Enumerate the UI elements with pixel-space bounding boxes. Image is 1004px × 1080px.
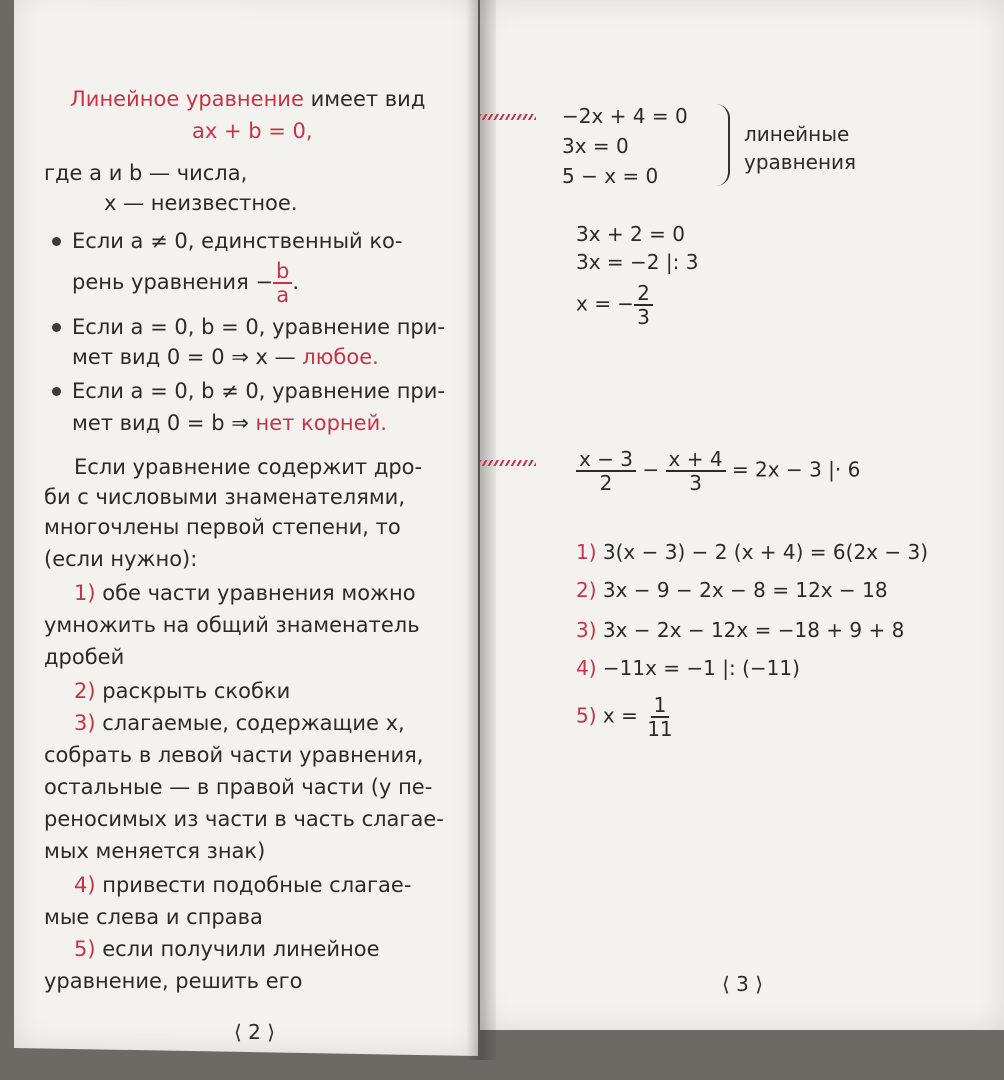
solution-step-4-number: 4) xyxy=(576,656,597,680)
solution-step-5-pre: x = xyxy=(602,703,638,728)
step-3-line-2: собрать в левой части уравнения, xyxy=(44,743,424,767)
where-line-1: где a и b — числа, xyxy=(44,161,248,185)
definition-rest: имеет вид xyxy=(310,87,426,111)
fraction-denominator: a xyxy=(276,283,290,307)
solution-step-1 xyxy=(576,540,928,564)
open-book xyxy=(14,0,1004,1080)
step-4-line-1 xyxy=(74,872,411,898)
solution-step-3 xyxy=(576,618,904,642)
bullet-2-line-2 xyxy=(72,344,379,370)
fraction-two-thirds xyxy=(634,282,653,328)
step-3-line-4: реносимых из части в часть слагае- xyxy=(44,807,444,831)
solution-step-1-text: 3(x − 3) − 2 (x + 4) = 6(2x − 3) xyxy=(602,540,929,564)
right-page xyxy=(480,0,1004,1030)
bullet-1-line-1: Если a ≠ 0, единственный ко- xyxy=(72,229,403,253)
bullet-3-accent: нет корней. xyxy=(255,411,387,435)
example-2-line-3 xyxy=(576,282,653,328)
example-1-eq-2: 3x = 0 xyxy=(562,134,629,158)
fraction-b-over-a xyxy=(273,260,292,306)
paragraph-line-4: (если нужно): xyxy=(44,547,198,571)
page-number-right: ⟨ 3 ⟩ xyxy=(722,972,764,996)
bullet-1-text: рень уравнения − xyxy=(72,270,273,294)
example-1-label-2: уравнения xyxy=(744,150,857,174)
example-2-x-equals: x = − xyxy=(576,291,635,316)
paragraph-line-2: би с числовыми знаменателями, xyxy=(44,485,405,509)
fraction-x-plus-4-over-3 xyxy=(666,448,726,494)
example-3-rest: = 2x − 3 |· 6 xyxy=(731,457,861,482)
fraction-denominator: 11 xyxy=(647,717,673,741)
bullet-1-end: . xyxy=(292,270,299,294)
step-2-text: раскрыть скобки xyxy=(102,679,291,703)
step-4-text: привести подобные слагае- xyxy=(102,873,412,897)
example-1-eq-1: −2x + 4 = 0 xyxy=(562,104,688,128)
step-1-line-1 xyxy=(74,580,416,606)
where-line-2: x — неизвестное. xyxy=(104,191,298,215)
example-2-line-1: 3x + 2 = 0 xyxy=(576,222,685,246)
example-1-label-1: линейные xyxy=(744,122,850,146)
step-1-line-3: дробей xyxy=(44,645,125,669)
example-3-equation xyxy=(576,448,860,494)
bullet-3-text: мет вид 0 = b ⇒ xyxy=(72,411,249,435)
step-4-number: 4) xyxy=(74,873,96,897)
book-gutter xyxy=(466,0,496,1060)
connector-hatch-2 xyxy=(480,460,536,466)
step-2-line-1 xyxy=(74,678,290,704)
step-1-line-2: умножить на общий знаменатель xyxy=(44,613,420,637)
connector-hatch-1 xyxy=(480,114,536,120)
fraction-numerator: 1 xyxy=(651,694,670,718)
paragraph-line-3: многочлены первой степени, то xyxy=(44,515,401,539)
grouping-brace xyxy=(714,104,730,186)
definition-line xyxy=(70,86,425,112)
fraction-denominator: 3 xyxy=(689,471,702,495)
fraction-numerator: 2 xyxy=(634,282,653,306)
bullet-2-line-1: Если a = 0, b = 0, уравнение при- xyxy=(72,315,445,339)
solution-step-2 xyxy=(576,578,888,602)
minus-sign: − xyxy=(642,457,660,482)
solution-step-2-text: 3x − 9 − 2x − 8 = 12x − 18 xyxy=(602,578,888,602)
solution-step-5-number: 5) xyxy=(576,703,597,728)
fraction-one-eleventh xyxy=(644,694,675,740)
step-5-number: 5) xyxy=(74,937,96,961)
step-3-text: слагаемые, содержащие x, xyxy=(102,711,405,735)
step-5-line-2: уравнение, решить его xyxy=(44,969,303,993)
solution-step-4-text: −11x = −1 |: (−11) xyxy=(602,656,800,680)
solution-step-2-number: 2) xyxy=(576,578,597,602)
fraction-denominator: 2 xyxy=(599,471,613,495)
step-1-text: обе части уравнения можно xyxy=(102,581,416,605)
step-5-text: если получили линейное xyxy=(102,937,380,961)
page-number-left: ⟨ 2 ⟩ xyxy=(234,1020,276,1044)
fraction-numerator: b xyxy=(273,260,292,284)
bullet-2-text: мет вид 0 = 0 ⇒ x — xyxy=(72,345,296,369)
paragraph-line-1: Если уравнение содержит дро- xyxy=(74,455,423,479)
bullet-3-line-2 xyxy=(72,410,387,436)
definition-term: Линейное уравнение xyxy=(70,87,304,111)
fraction-denominator: 3 xyxy=(637,305,650,329)
fraction-numerator: x − 3 xyxy=(576,448,636,472)
step-2-number: 2) xyxy=(74,679,96,703)
bullet-1-line-2 xyxy=(72,260,299,306)
example-2-line-2: 3x = −2 |: 3 xyxy=(576,250,699,274)
step-3-line-5: мых меняется знак) xyxy=(44,839,266,863)
step-3-line-1 xyxy=(74,710,405,736)
step-5-line-1 xyxy=(74,936,380,962)
linear-equation-formula: ax + b = 0, xyxy=(192,119,313,143)
step-3-number: 3) xyxy=(74,711,96,735)
step-3-line-3: остальные — в правой части (у пе- xyxy=(44,775,433,799)
solution-step-3-text: 3x − 2x − 12x = −18 + 9 + 8 xyxy=(602,618,905,642)
step-4-line-2: мые слева и справа xyxy=(44,905,263,929)
step-1-number: 1) xyxy=(74,581,96,605)
bullet-2-accent: любое. xyxy=(302,345,379,369)
fraction-x-minus-3-over-2 xyxy=(576,448,636,494)
fraction-numerator: x + 4 xyxy=(666,448,726,472)
solution-step-1-number: 1) xyxy=(576,540,597,564)
solution-step-3-number: 3) xyxy=(576,618,597,642)
solution-step-5 xyxy=(576,694,676,740)
example-1-eq-3: 5 − x = 0 xyxy=(562,164,659,188)
solution-step-4 xyxy=(576,656,800,680)
bullet-3-line-1: Если a = 0, b ≠ 0, уравнение при- xyxy=(72,379,445,403)
